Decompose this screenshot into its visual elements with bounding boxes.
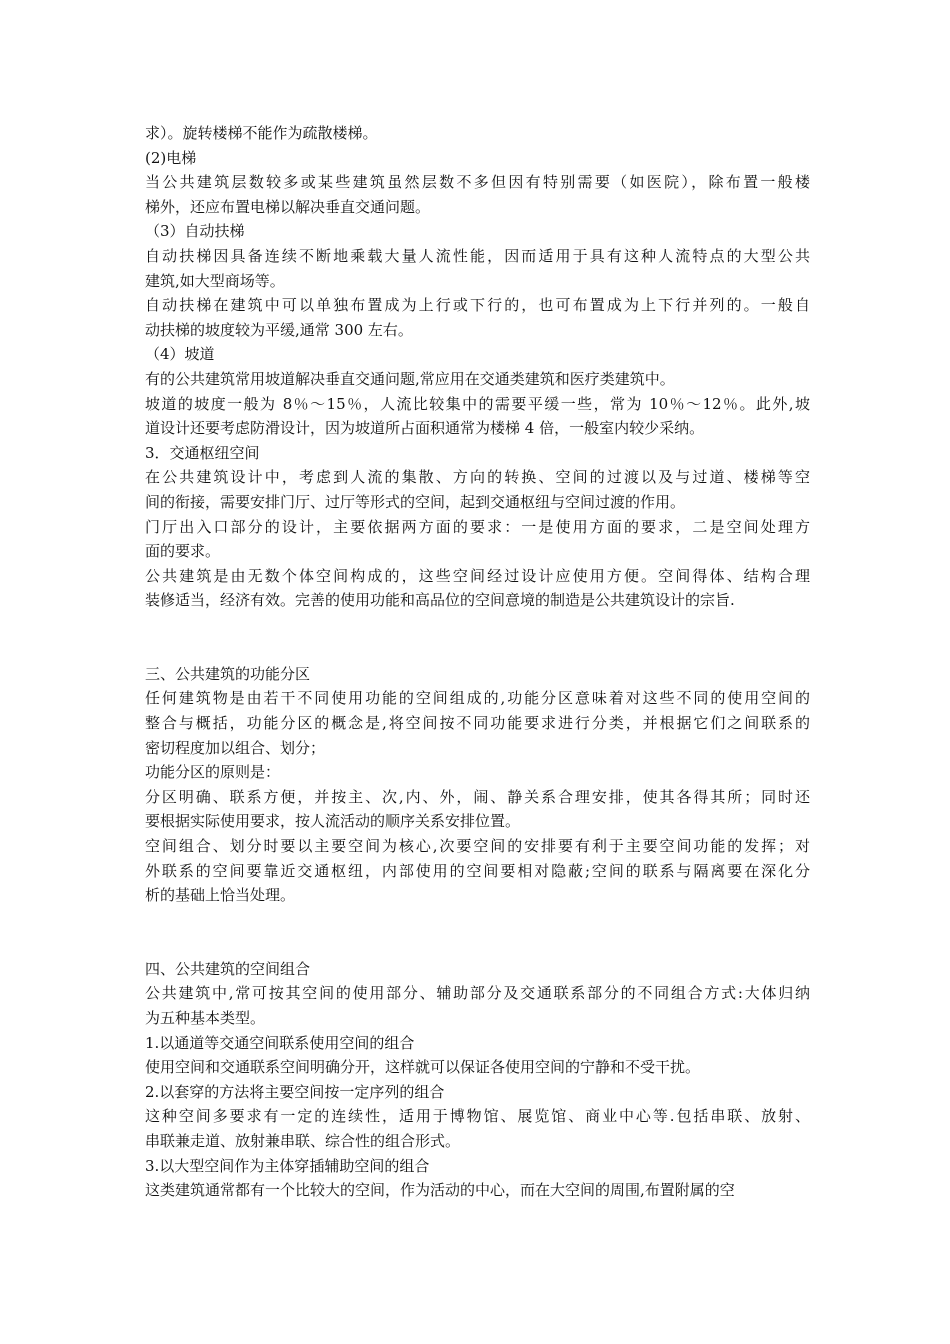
text-line: 有的公共建筑常用坡道解决垂直交通问题,常应用在交通类建筑和医疗类建筑中。	[145, 369, 675, 388]
text-line: 间的衔接，需要安排门厅、过厅等形式的空间，起到交通枢纽与空间过渡的作用。	[145, 492, 686, 511]
text-line: 整合与概括，功能分区的概念是,将空间按不同功能要求进行分类，并根据它们之间联系的	[145, 714, 810, 733]
text-line: （4）坡道	[145, 345, 215, 364]
text-line: 1.以通道等交通空间联系使用空间的组合	[145, 1033, 415, 1052]
paragraph	[145, 170, 810, 219]
paragraph	[145, 244, 810, 293]
text-line: (2)电梯	[145, 148, 197, 167]
paragraph	[145, 367, 810, 392]
text-line: 分区明确、联系方便，并按主、次,内、外，闹、静关系合理安排，使其各得其所；同时还	[145, 787, 810, 806]
paragraph	[145, 564, 810, 613]
text-line: 外联系的空间要靠近交通枢纽，内部使用的空间要相对隐蔽;空间的联系与隔离要在深化分	[145, 861, 810, 880]
text-line: 面的要求。	[145, 542, 221, 561]
section-spacer	[145, 908, 810, 957]
paragraph	[145, 219, 810, 244]
text-line: 自动扶梯因具备连续不断地乘载大量人流性能，因而适用于具有这种人流特点的大型公共	[145, 246, 810, 265]
text-line: 公共建筑中,常可按其空间的使用部分、辅助部分及交通联系部分的不同组合方式:大体归纳	[145, 984, 810, 1003]
text-line: 3.以大型空间作为主体穿插辅助空间的组合	[145, 1156, 430, 1175]
text-line: 坡道的坡度一般为 8％～15％，人流比较集中的需要平缓一些，常为 10％～12％。此外,坡	[145, 394, 810, 413]
text-line: 道设计还要考虑防滑设计，因为坡道所占面积通常为楼梯 4 倍，一般室内较少采纳。	[145, 419, 705, 438]
paragraph	[145, 760, 810, 785]
paragraph	[145, 465, 810, 514]
text-line: 当公共建筑层数较多或某些建筑虽然层数不多但因有特别需要（如医院），除布置一般楼	[145, 173, 810, 192]
paragraph	[145, 293, 810, 342]
paragraph	[145, 441, 810, 466]
text-line: 析的基础上恰当处理。	[145, 886, 296, 905]
paragraph	[145, 515, 810, 564]
text-line: 这种空间多要求有一定的连续性，适用于博物馆、展览馆、商业中心等.包括串联、放射、	[145, 1107, 810, 1126]
text-line: 2.以套穿的方法将主要空间按一定序列的组合	[145, 1082, 445, 1101]
paragraph	[145, 834, 810, 908]
text-line: 串联兼走道、放射兼串联、综合性的组合形式。	[145, 1131, 461, 1150]
paragraph	[145, 957, 810, 982]
document-page	[145, 121, 810, 1203]
text-line: 这类建筑通常都有一个比较大的空间，作为活动的中心，而在大空间的周围,布置附属的空	[145, 1181, 735, 1200]
paragraph	[145, 1055, 810, 1080]
paragraph	[145, 1178, 810, 1203]
paragraph	[145, 662, 810, 687]
text-line: 动扶梯的坡度较为平缓,通常 300 左右。	[145, 320, 413, 339]
text-line: 公共建筑是由无数个体空间构成的，这些空间经过设计应使用方便。空间得体、结构合理	[145, 566, 810, 585]
paragraph	[145, 121, 810, 146]
text-line: 要根据实际使用要求，按人流活动的顺序关系安排位置。	[145, 812, 521, 831]
paragraph	[145, 1104, 810, 1153]
text-line: 建筑,如大型商场等。	[145, 271, 285, 290]
text-line: 为五种基本类型。	[145, 1009, 266, 1027]
text-line: 密切程度加以组合、划分；	[145, 738, 326, 757]
paragraph	[145, 1031, 810, 1056]
text-line: 求）。旋转楼梯不能作为疏散楼梯。	[145, 124, 378, 142]
text-line: 空间组合、划分时要以主要空间为核心,次要空间的安排要有利于主要空间功能的发挥；对	[145, 837, 810, 856]
text-line: 门厅出入口部分的设计，主要依据两方面的要求：一是使用方面的要求，二是空间处理方	[145, 517, 810, 536]
text-line: 功能分区的原则是：	[145, 763, 281, 782]
text-line: 梯外，还应布置电梯以解决垂直交通问题。	[145, 197, 431, 216]
text-line: 3．交通枢纽空间	[145, 443, 260, 462]
text-line: （3）自动扶梯	[145, 222, 245, 241]
section-spacer	[145, 613, 810, 662]
text-line: 使用空间和交通联系空间明确分开，这样就可以保证各使用空间的宁静和不受干扰。	[145, 1058, 701, 1077]
text-line: 任何建筑物是由若干不同使用功能的空间组成的,功能分区意味着对这些不同的使用空间的	[145, 689, 810, 708]
text-line: 在公共建筑设计中，考虑到人流的集散、方向的转换、空间的过渡以及与过道、楼梯等空	[145, 468, 810, 487]
text-line: 自动扶梯在建筑中可以单独布置成为上行或下行的，也可布置成为上下行并列的。一般自	[145, 296, 810, 315]
paragraph	[145, 686, 810, 760]
paragraph	[145, 1154, 810, 1179]
paragraph	[145, 981, 810, 1030]
paragraph	[145, 342, 810, 367]
text-line: 装修适当，经济有效。完善的使用功能和高品位的空间意境的制造是公共建筑设计的宗旨.	[145, 591, 735, 610]
paragraph	[145, 392, 810, 441]
paragraph	[145, 785, 810, 834]
paragraph	[145, 1080, 810, 1105]
text-line: 四、公共建筑的空间组合	[145, 959, 311, 978]
text-line: 三、公共建筑的功能分区	[145, 664, 311, 683]
paragraph	[145, 146, 810, 171]
